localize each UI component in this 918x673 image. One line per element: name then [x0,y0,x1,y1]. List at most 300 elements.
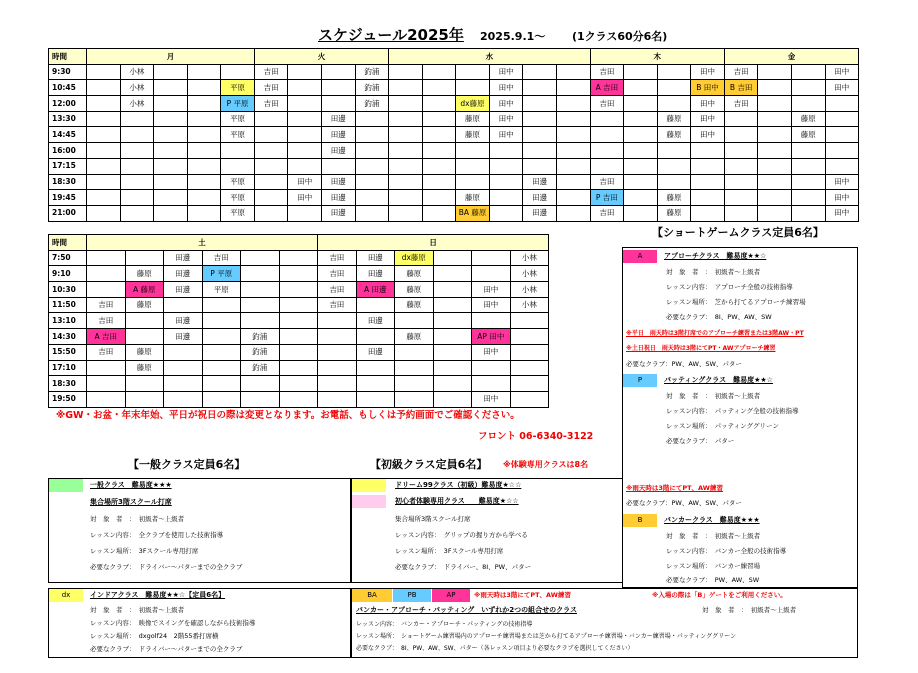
slot-cell [356,376,395,392]
slot-cell [791,190,825,206]
slot-cell [456,64,490,80]
slot-cell [125,313,164,329]
slot-cell [187,96,221,112]
slot-cell [422,205,456,221]
slot-cell: P 平原 [202,266,241,282]
slot-cell [322,96,356,112]
slot-cell: 藤原 [456,111,490,127]
slot-cell [154,174,188,190]
bunker-clubs: 必要なクラブ： PW、AW、SW [666,576,760,584]
slot-cell [389,80,423,96]
schedule-row [49,250,549,266]
slot-cell [164,391,203,407]
slot-cell [318,344,357,360]
general-venue: 集合場所3階スクール打席 [90,498,172,506]
combo-target: 対 象 者 ： 初級者～上級者 [702,606,797,614]
slot-cell [164,360,203,376]
slot-cell [510,329,549,345]
time-cell: 18:30 [49,376,87,392]
slot-cell: 田邊 [322,205,356,221]
slot-cell: 藤原 [791,127,825,143]
slot-cell: 田邊 [322,127,356,143]
slot-cell: 田邊 [164,250,203,266]
slot-cell [120,127,154,143]
time-cell: 14:45 [49,127,87,143]
time-cell: 13:30 [49,111,87,127]
slot-cell [791,158,825,174]
slot-cell [322,158,356,174]
slot-cell [120,174,154,190]
slot-cell: 田邊 [322,111,356,127]
slot-cell [657,158,691,174]
slot-cell: A 吉田 [590,80,624,96]
general-target: 対 象 者 ： 初級者～上級者 [90,515,185,523]
schedule-row [49,297,549,313]
slot-cell [724,205,758,221]
slot-cell [87,64,121,80]
beginner-heading: 【初級クラス定員6名】 [370,458,488,471]
combo-content: レッスン内容： バンカー・アプローチ・パッティングの技術指導 [356,621,533,628]
slot-cell [322,64,356,80]
slot-cell [510,360,549,376]
combo-clubs: 必要なクラブ： 8I、PW、AW、SW、パター（各レッスン項目より必要なクラブを選択してください） [356,645,634,652]
slot-cell [318,313,357,329]
slot-cell: 田中 [489,80,523,96]
slot-cell [87,80,121,96]
slot-cell [510,313,549,329]
slot-cell [279,376,318,392]
slot-cell [433,376,472,392]
slot-cell [556,96,590,112]
slot-cell [87,205,121,221]
slot-cell: 釣浦 [355,64,389,80]
time-cell: 11:50 [49,297,87,313]
slot-cell: 藤原 [456,127,490,143]
slot-cell [556,205,590,221]
slot-cell [87,96,121,112]
period-label: 2025.9.1～ [480,30,546,43]
slot-cell: 吉田 [87,313,126,329]
slot-cell: 田中 [691,96,725,112]
slot-cell [395,360,434,376]
slot-cell [389,205,423,221]
slot-cell [389,174,423,190]
putting-clubs: 必要なクラブ： パター [666,437,735,445]
slot-cell [288,96,322,112]
bunker-target: 対 象 者 ： 初級者～上級者 [666,532,761,540]
schedule-row [49,96,859,112]
slot-cell [164,297,203,313]
slot-cell [355,143,389,159]
putting-name: パッティングクラス 難易度★★☆ [664,376,773,384]
slot-cell [87,174,121,190]
slot-cell [187,174,221,190]
slot-cell [691,158,725,174]
slot-cell [87,127,121,143]
slot-cell [125,250,164,266]
time-cell: 13:10 [49,313,87,329]
slot-cell [825,111,859,127]
slot-cell [523,127,557,143]
slot-cell [472,376,511,392]
slot-cell: 田邊 [523,190,557,206]
time-cell: 9:30 [49,64,87,80]
time-cell: 21:00 [49,205,87,221]
slot-cell: 田中 [472,344,511,360]
schedule-row [49,344,549,360]
slot-cell [187,205,221,221]
slot-cell: 田邊 [356,250,395,266]
time-cell: 7:50 [49,250,87,266]
approach-content: レッスン内容： アプローチ全般の技術指導 [666,283,793,291]
combo-name: バンカー・アプローチ・パッティング いずれか2つの組合せのクラス [356,606,577,614]
indoor-swatch: dx [49,589,83,602]
slot-cell [433,391,472,407]
header-time: 時間 [49,235,87,251]
slot-cell: P 平原 [221,96,255,112]
slot-cell [322,80,356,96]
slot-cell: P 吉田 [590,190,624,206]
slot-cell [791,80,825,96]
slot-cell [288,205,322,221]
slot-cell [523,64,557,80]
slot-cell: 田邊 [322,143,356,159]
general-heading: 【一般クラス定員6名】 [128,458,246,471]
slot-cell: 吉田 [318,297,357,313]
slot-cell: 小林 [510,297,549,313]
slot-cell [433,266,472,282]
slot-cell [724,174,758,190]
slot-cell [624,96,658,112]
slot-cell [241,297,280,313]
slot-cell [202,329,241,345]
slot-cell: 吉田 [724,64,758,80]
general-clubs: 必要なクラブ： ドライバー～パターまでの全クラブ [90,563,243,571]
schedule-row [49,360,549,376]
schedule-row [49,313,549,329]
slot-cell [164,344,203,360]
slot-cell [510,391,549,407]
beginner-clubs: 必要なクラブ： ドライバー、8I、PW、パター [395,563,532,571]
slot-cell [456,143,490,159]
slot-cell [241,250,280,266]
slot-cell [87,158,121,174]
slot-cell: 小林 [510,250,549,266]
header-day: 金 [724,49,858,65]
general-name: 一般クラス 難易度★★★ [90,481,172,489]
slot-cell: 吉田 [318,266,357,282]
header-time: 時間 [49,49,87,65]
slot-cell [624,190,658,206]
slot-cell: 藤原 [657,111,691,127]
slot-cell: 平原 [221,190,255,206]
slot-cell: 平原 [202,282,241,298]
slot-cell [187,190,221,206]
slot-cell: 吉田 [318,250,357,266]
slot-cell [395,313,434,329]
slot-cell [556,158,590,174]
slot-cell [120,143,154,159]
slot-cell [221,143,255,159]
slot-cell [691,174,725,190]
slot-cell [241,282,280,298]
slot-cell [288,111,322,127]
slot-cell [724,158,758,174]
slot-cell [433,282,472,298]
slot-cell: 小林 [120,80,154,96]
slot-cell: 平原 [221,111,255,127]
slot-cell [556,143,590,159]
slot-cell [791,174,825,190]
slot-cell: 藤原 [395,282,434,298]
slot-cell [164,376,203,392]
slot-cell: 藤原 [395,297,434,313]
indoor-clubs: 必要なクラブ： ドライバー～パターまでの全クラブ [90,645,243,653]
slot-cell [489,174,523,190]
slot-cell [523,111,557,127]
slot-cell [510,344,549,360]
slot-cell: A 藤原 [125,282,164,298]
slot-cell: 藤原 [125,297,164,313]
slot-cell [395,376,434,392]
slot-cell [87,391,126,407]
slot-cell [355,158,389,174]
slot-cell [355,190,389,206]
slot-cell [120,158,154,174]
time-cell: 17:10 [49,360,87,376]
slot-cell [510,376,549,392]
slot-cell: 吉田 [87,297,126,313]
putting-content: レッスン内容： パッティング全般の技術指導 [666,407,799,415]
slot-cell [202,344,241,360]
slot-cell [433,250,472,266]
slot-cell [657,174,691,190]
slot-cell: 平原 [221,174,255,190]
slot-cell [318,391,357,407]
slot-cell [556,64,590,80]
weekday-schedule-table [48,48,859,222]
slot-cell [422,80,456,96]
bunker-name: バンカークラス 難易度★★★ [664,516,760,524]
slot-cell [657,96,691,112]
slot-cell [254,143,288,159]
slot-cell [624,174,658,190]
time-cell: 14:30 [49,329,87,345]
slot-cell: 田中 [288,190,322,206]
slot-cell [422,190,456,206]
slot-cell: 吉田 [254,64,288,80]
slot-cell [825,96,859,112]
slot-cell [657,143,691,159]
slot-cell [825,127,859,143]
slot-cell [724,190,758,206]
slot-cell [187,143,221,159]
slot-cell [523,96,557,112]
slot-cell [288,64,322,80]
slot-cell: BA 藤原 [456,205,490,221]
slot-cell [422,96,456,112]
slot-cell [472,250,511,266]
slot-cell [422,127,456,143]
slot-cell [758,158,792,174]
slot-cell [125,329,164,345]
slot-cell: 田邊 [356,313,395,329]
slot-cell [254,127,288,143]
slot-cell [279,250,318,266]
beginner-heading-note: ※体験専用クラスは8名 [503,460,589,469]
slot-cell: 平原 [221,127,255,143]
slot-cell [758,80,792,96]
slot-cell [318,376,357,392]
trial-class-name: 初心者体験専用クラス 難易度★☆☆ [395,497,519,505]
slot-cell: 田邊 [164,313,203,329]
slot-cell: 藤原 [657,127,691,143]
slot-cell [489,158,523,174]
slot-cell [288,80,322,96]
schedule-row [49,111,859,127]
slot-cell [556,80,590,96]
slot-cell [433,360,472,376]
slot-cell [389,111,423,127]
slot-cell: 田中 [691,127,725,143]
slot-cell: 田邊 [322,190,356,206]
slot-cell [590,127,624,143]
slot-cell: 藤原 [791,111,825,127]
time-cell: 18:30 [49,174,87,190]
slot-cell [724,111,758,127]
slot-cell [758,111,792,127]
slot-cell: 田中 [489,96,523,112]
slot-cell [318,360,357,376]
slot-cell [433,313,472,329]
rain-weekend-clubs: 必要なクラブ：PW、AW、SW、パター [626,360,742,368]
slot-cell [456,80,490,96]
slot-cell: 吉田 [724,96,758,112]
slot-cell [422,111,456,127]
combo-entry-note: ※入場の際は「B」ゲートをご利用ください。 [652,591,787,599]
slot-cell [624,111,658,127]
schedule-row [49,376,549,392]
slot-cell [125,376,164,392]
slot-cell: 吉田 [202,250,241,266]
slot-cell [433,329,472,345]
slot-cell [691,143,725,159]
slot-cell [456,158,490,174]
combo-tag-ap: AP [432,589,470,602]
slot-cell [825,143,859,159]
indoor-target: 対 象 者 ： 初級者～上級者 [90,606,185,614]
slot-cell: 吉田 [254,96,288,112]
slot-cell [355,127,389,143]
slot-cell [691,205,725,221]
slot-cell [657,64,691,80]
slot-cell [472,360,511,376]
slot-cell: dx藤原 [395,250,434,266]
slot-cell [758,64,792,80]
approach-name: アプローチクラス 難易度★★☆ [664,252,767,260]
slot-cell [758,205,792,221]
slot-cell [355,111,389,127]
holiday-notice: ※GW・お盆・年末年始、平日が祝日の際は変更となります。お電話、もしくは予約画面でご確認ください。 [56,410,520,421]
slot-cell [791,64,825,80]
slot-cell: AP 田中 [472,329,511,345]
slot-cell [422,158,456,174]
slot-cell [590,143,624,159]
combo-tag-ba: BA [352,589,392,602]
slot-cell [624,205,658,221]
slot-cell: 藤原 [125,344,164,360]
slot-cell [433,297,472,313]
header-day: 木 [590,49,724,65]
slot-cell [489,205,523,221]
slot-cell [87,111,121,127]
slot-cell [87,250,126,266]
slot-cell [154,158,188,174]
slot-cell: 田邊 [523,174,557,190]
slot-cell [120,205,154,221]
slot-cell: B 田中 [691,80,725,96]
slot-cell [154,127,188,143]
slot-cell: 平原 [221,80,255,96]
slot-cell [120,190,154,206]
slot-cell: 田邊 [523,205,557,221]
slot-cell: A 吉田 [87,329,126,345]
putting-tag: P [623,374,657,387]
slot-cell: 田中 [288,174,322,190]
slot-cell [472,313,511,329]
slot-cell: 田中 [825,190,859,206]
slot-cell: 田中 [489,111,523,127]
slot-cell [389,64,423,80]
slot-cell [202,313,241,329]
slot-cell [523,158,557,174]
slot-cell [254,174,288,190]
slot-cell: 藤原 [657,190,691,206]
beginner-venue: 集合場所3階スクール打席 [395,515,471,523]
slot-cell: 田中 [691,111,725,127]
header-day: 日 [318,235,549,251]
slot-cell [624,127,658,143]
slot-cell [556,111,590,127]
slot-cell [758,190,792,206]
slot-cell [221,158,255,174]
slot-cell [489,190,523,206]
slot-cell [791,96,825,112]
slot-cell [389,96,423,112]
slot-cell [657,80,691,96]
slot-cell: B 吉田 [724,80,758,96]
rain-putting-clubs: 必要なクラブ：PW、AW、SW、パター [626,499,742,507]
slot-cell: dx藤原 [456,96,490,112]
slot-cell: 田中 [489,64,523,80]
rain-note-weekend: ※土日祝日 雨天時は3階にてPT・AWアプローチ練習 [626,345,776,352]
slot-cell [395,344,434,360]
schedule-row [49,80,859,96]
slot-cell [254,158,288,174]
slot-cell [422,64,456,80]
slot-cell [288,143,322,159]
slot-cell [758,96,792,112]
slot-cell [279,282,318,298]
slot-cell [154,64,188,80]
slot-cell [318,329,357,345]
slot-cell: 吉田 [590,96,624,112]
schedule-row [49,158,859,174]
slot-cell [87,376,126,392]
slot-cell: 吉田 [87,344,126,360]
schedule-row [49,282,549,298]
slot-cell: 田中 [472,391,511,407]
